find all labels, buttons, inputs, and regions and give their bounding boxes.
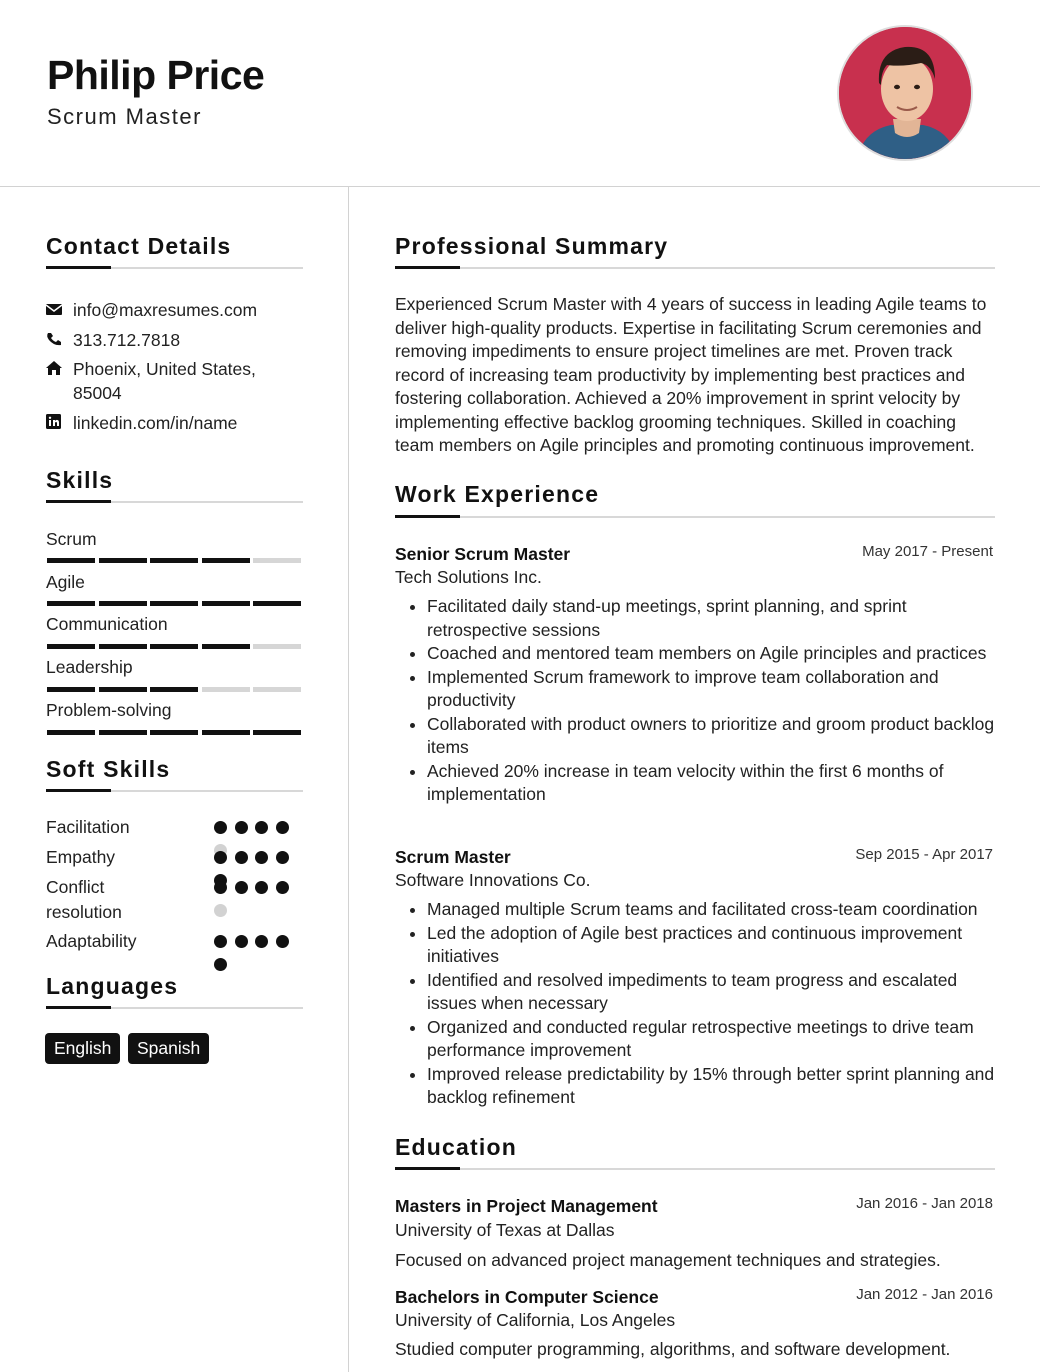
rating-dot-filled bbox=[276, 821, 289, 834]
job-bullet: • Facilitated daily stand-up meetings, sprint planning, and sprint retrospective sessions bbox=[427, 595, 995, 642]
job-bullet: • Implemented Scrum framework to improve team collaboration and productivity bbox=[427, 666, 995, 713]
rating-dot-filled bbox=[214, 935, 227, 948]
rating-dot-empty bbox=[214, 904, 227, 917]
rating-dot-filled bbox=[255, 851, 268, 864]
skill-label: Leadership bbox=[46, 657, 133, 677]
skill-segment-filled bbox=[150, 644, 198, 649]
job-bullet: • Identified and resolved impediments to team progress and escalated issues when necessary bbox=[427, 969, 995, 1016]
skill-segment-filled bbox=[47, 687, 95, 692]
summary-text: Experienced Scrum Master with 4 years of success in leading Agile teams to deliver high-quality products. Expertise in facilitating Scrum ceremonies and removing impediments to ensure project timelines are met. Proven track record of increasing team productivity by implementing best practices and fostering collaboration. Achieved a 20% improvement in sprint velocity by implementing effective backlog grooming techniques. Skilled in coaching team members on Agile principles and promoting continuous improvement. bbox=[395, 294, 987, 455]
job-bullet: • Organized and conducted regular retrospective meetings to drive team performance improvement bbox=[427, 1016, 995, 1063]
skill-segment-filled bbox=[47, 601, 95, 606]
column-divider bbox=[348, 187, 349, 1372]
job-bullet: • Managed multiple Scrum teams and facilitated cross-team coordination bbox=[427, 898, 995, 922]
rating-dot-filled bbox=[276, 881, 289, 894]
rating-dot-filled bbox=[214, 958, 227, 971]
work-section-rule bbox=[395, 516, 995, 518]
skill-level-bar bbox=[47, 601, 301, 606]
soft-skill-label-line1: Conflict bbox=[46, 877, 105, 897]
home-icon bbox=[45, 360, 63, 376]
rating-dot-filled bbox=[214, 821, 227, 834]
job-title: Scrum Master bbox=[395, 847, 511, 867]
rating-dot-filled bbox=[214, 851, 227, 864]
job-bullet: • Coached and mentored team members on Agile principles and practices bbox=[427, 642, 995, 666]
education-section-title: Education bbox=[395, 1134, 517, 1160]
contact-email-text[interactable]: info@maxresumes.com bbox=[73, 300, 258, 320]
skill-level-bar bbox=[47, 730, 301, 735]
skill-segment-filled bbox=[99, 644, 147, 649]
skills-section-title: Skills bbox=[46, 467, 114, 493]
linkedin-icon bbox=[45, 414, 63, 430]
rating-dot-filled bbox=[235, 881, 248, 894]
job-bullet: • Led the adoption of Agile best practices and continuous improvement initiatives bbox=[427, 922, 995, 969]
skill-label: Scrum bbox=[46, 529, 97, 549]
skill-label: Agile bbox=[46, 572, 85, 592]
skill-level-bar bbox=[47, 558, 301, 563]
rating-dot-filled bbox=[214, 881, 227, 894]
rating-dot-filled bbox=[235, 821, 248, 834]
skill-segment-filled bbox=[202, 558, 250, 563]
portrait-illustration bbox=[839, 27, 973, 161]
skill-segment-filled bbox=[99, 687, 147, 692]
job-company: Tech Solutions Inc. bbox=[395, 567, 542, 587]
candidate-name: Philip Price bbox=[47, 52, 265, 98]
skill-segment-filled bbox=[99, 558, 147, 563]
job-bullets bbox=[395, 595, 995, 807]
degree-school: University of California, Los Angeles bbox=[395, 1310, 676, 1330]
job-bullet: • Collaborated with product owners to prioritize and groom product backlog items bbox=[427, 713, 995, 760]
contact-phone-text: 313.712.7818 bbox=[73, 330, 181, 350]
profile-photo bbox=[837, 25, 973, 161]
skill-segment-filled bbox=[202, 730, 250, 735]
skill-segment-filled bbox=[99, 730, 147, 735]
soft-skill-label: Adaptability bbox=[46, 931, 137, 951]
skill-segment-filled bbox=[150, 687, 198, 692]
languages-section-title: Languages bbox=[46, 973, 179, 999]
skill-segment-empty bbox=[253, 687, 301, 692]
job-company: Software Innovations Co. bbox=[395, 870, 591, 890]
skill-segment-filled bbox=[253, 601, 301, 606]
job-bullet: • Achieved 20% increase in team velocity within the first 6 months of implementation bbox=[427, 760, 995, 807]
candidate-role: Scrum Master bbox=[47, 104, 202, 129]
job-bullet: • Improved release predictability by 15% through better sprint planning and backlog refinement bbox=[427, 1063, 995, 1110]
skill-segment-filled bbox=[150, 558, 198, 563]
soft-skills-section-title: Soft Skills bbox=[46, 756, 171, 782]
skill-segment-filled bbox=[47, 644, 95, 649]
summary-section-rule bbox=[395, 267, 995, 269]
rating-dot-filled bbox=[235, 935, 248, 948]
skill-level-bar bbox=[47, 644, 301, 649]
rating-dot-filled bbox=[255, 821, 268, 834]
job-title: Senior Scrum Master bbox=[395, 544, 571, 564]
skill-segment-filled bbox=[253, 730, 301, 735]
degree-title: Masters in Project Management bbox=[395, 1196, 658, 1216]
rating-dot-filled bbox=[235, 851, 248, 864]
soft-skill-label: Empathy bbox=[46, 847, 116, 867]
rating-dot-filled bbox=[276, 935, 289, 948]
work-section-title: Work Experience bbox=[395, 481, 600, 507]
job-bullets bbox=[395, 898, 995, 1110]
skill-segment-filled bbox=[47, 558, 95, 563]
skill-segment-filled bbox=[150, 601, 198, 606]
resume-header bbox=[0, 0, 1040, 187]
skill-segment-empty bbox=[253, 644, 301, 649]
job-date: May 2017 - Present bbox=[862, 543, 993, 560]
skill-segment-filled bbox=[47, 730, 95, 735]
degree-description: Focused on advanced project management techniques and strategies. bbox=[395, 1250, 941, 1270]
envelope-icon bbox=[45, 301, 63, 317]
rating-dot-filled bbox=[255, 881, 268, 894]
language-tag-spanish: Spanish bbox=[128, 1033, 209, 1064]
soft-skill-label: Facilitation bbox=[46, 817, 130, 837]
rating-dot-filled bbox=[276, 851, 289, 864]
education-section-rule bbox=[395, 1168, 995, 1170]
languages-section-rule bbox=[46, 1007, 303, 1009]
rating-dot-filled bbox=[255, 935, 268, 948]
skill-segment-empty bbox=[253, 558, 301, 563]
soft-skills-section-rule bbox=[46, 790, 303, 792]
skill-segment-empty bbox=[202, 687, 250, 692]
degree-school: University of Texas at Dallas bbox=[395, 1220, 615, 1240]
summary-section-title: Professional Summary bbox=[395, 233, 669, 259]
skill-label: Problem-solving bbox=[46, 700, 172, 720]
skill-segment-filled bbox=[99, 601, 147, 606]
contact-section-title: Contact Details bbox=[46, 233, 232, 259]
degree-date: Jan 2012 - Jan 2016 bbox=[856, 1286, 993, 1303]
skill-segment-filled bbox=[202, 601, 250, 606]
degree-description: Studied computer programming, algorithms, and software development. bbox=[395, 1339, 951, 1359]
contact-linkedin-text[interactable]: linkedin.com/in/name bbox=[73, 413, 238, 433]
skills-section-rule bbox=[46, 501, 303, 503]
contact-address-line1: Phoenix, United States, bbox=[73, 359, 256, 379]
contact-section-rule bbox=[46, 267, 303, 269]
soft-skill-label-line2: resolution bbox=[46, 902, 122, 922]
job-date: Sep 2015 - Apr 2017 bbox=[855, 846, 993, 863]
phone-icon bbox=[45, 331, 63, 347]
skill-segment-filled bbox=[202, 644, 250, 649]
skill-label: Communication bbox=[46, 614, 168, 634]
degree-title: Bachelors in Computer Science bbox=[395, 1287, 659, 1307]
language-tag-english: English bbox=[45, 1033, 120, 1064]
skill-segment-filled bbox=[150, 730, 198, 735]
skill-level-bar bbox=[47, 687, 301, 692]
contact-address-line2: 85004 bbox=[73, 383, 122, 403]
degree-date: Jan 2016 - Jan 2018 bbox=[856, 1195, 993, 1212]
